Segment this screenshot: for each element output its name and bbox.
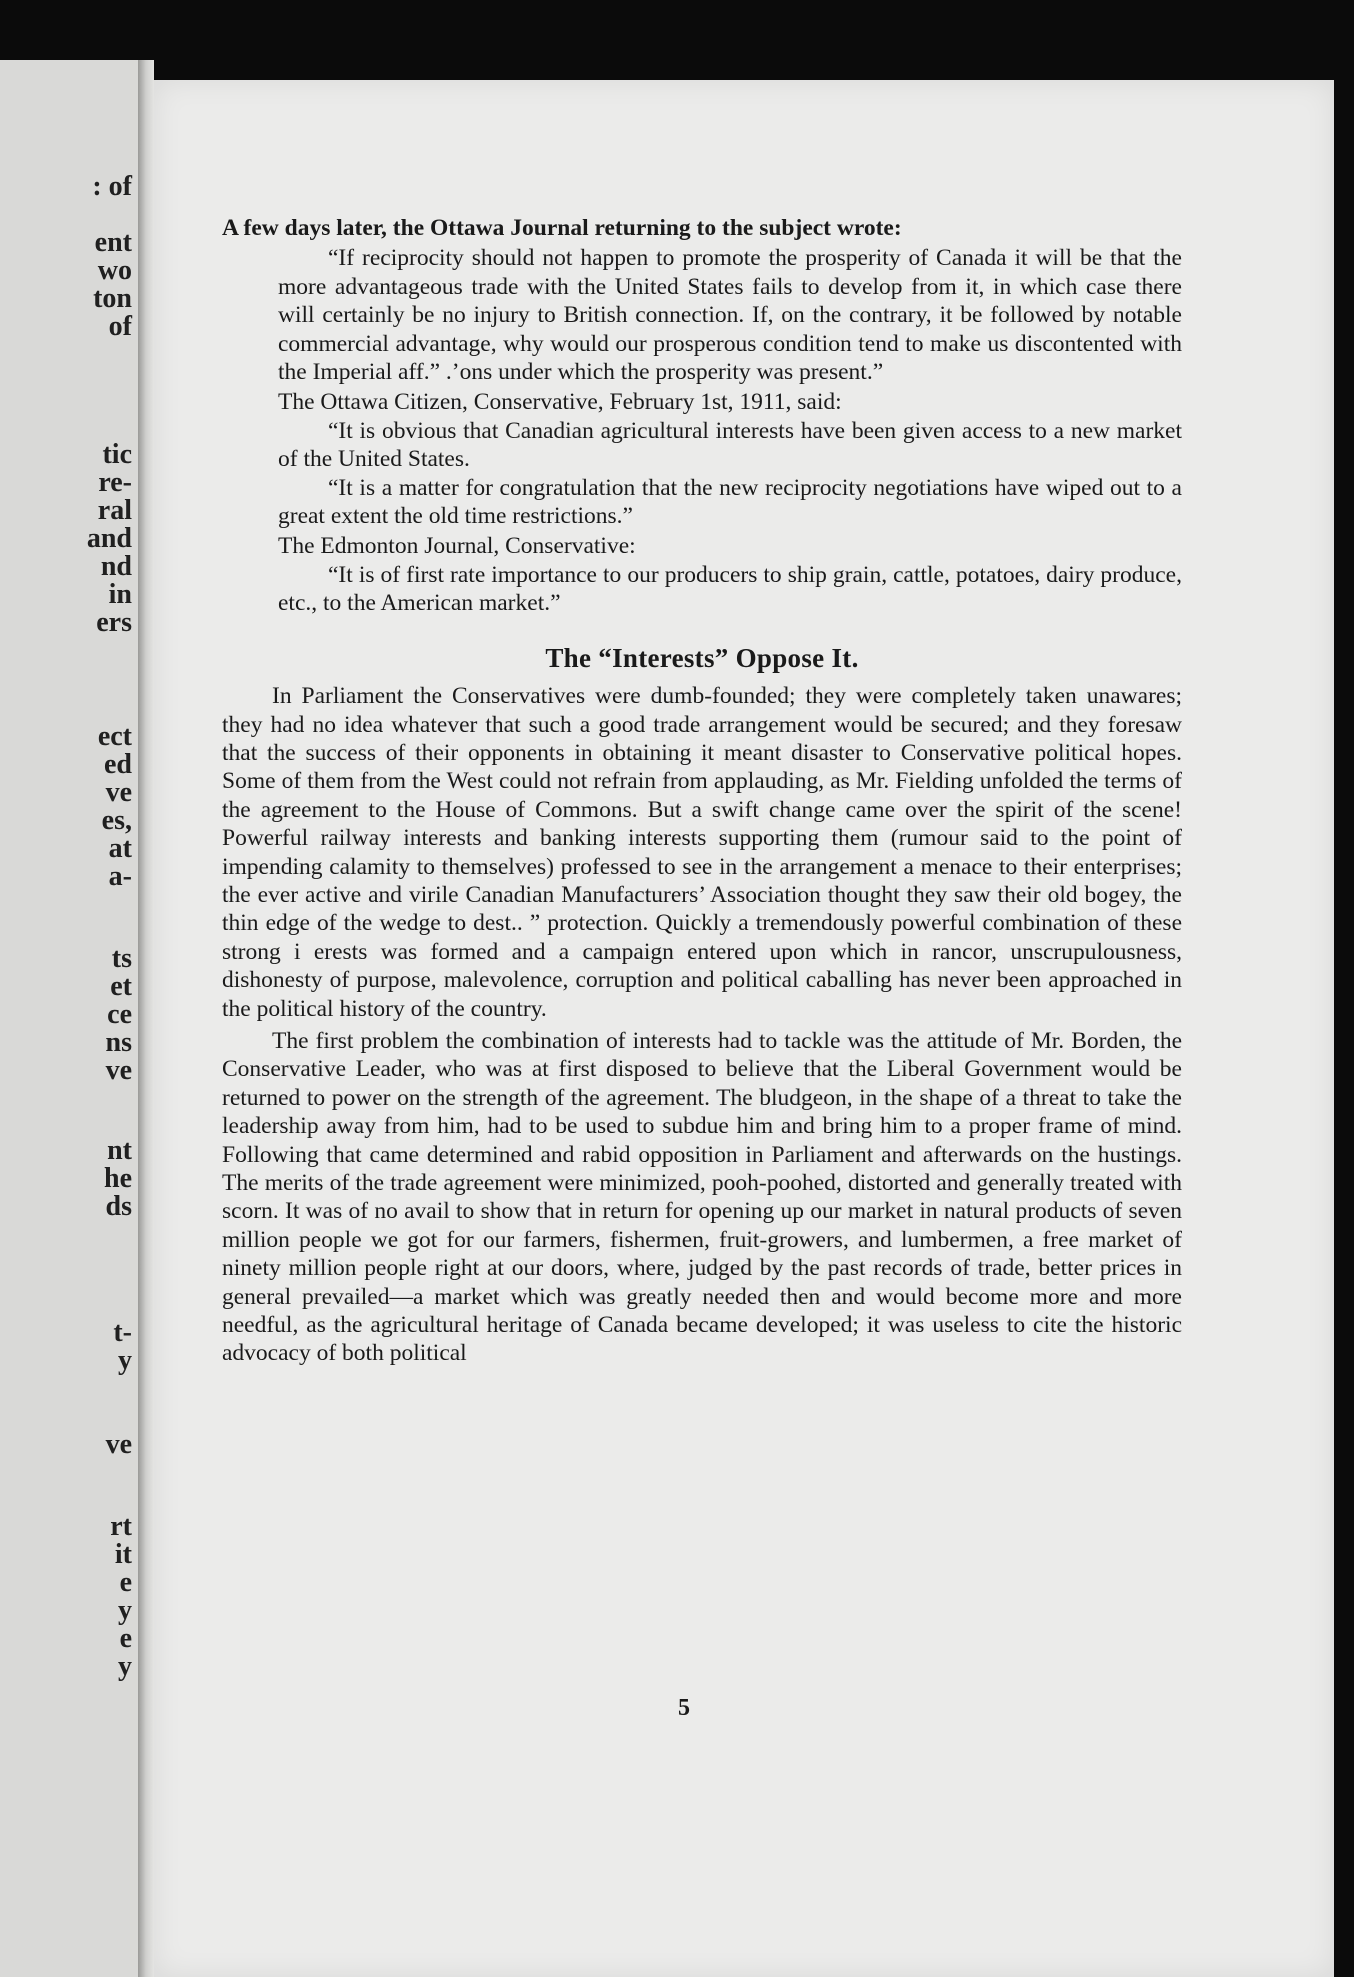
left-page-fragment: ts — [111, 943, 132, 974]
left-page-fragment: y — [118, 1651, 132, 1682]
quote-ottawa-citizen-2: “It is a matter for congratulation that the new reciprocity negotiations have wiped out to a great extent the old time restrictions.” — [278, 474, 1182, 530]
left-page-fragment: he — [104, 1163, 132, 1194]
left-page-fragment: ed — [104, 749, 132, 780]
paragraph-parliament: In Parliament the Conservatives were dumb-founded; they were completely taken unawares; they had no idea whatever that such a good trade arrangement would be secured; and they foresaw that the success of their opponents in obtaining it meant disaster to Conservative political hopes. Some of them from the West could not refrain from applauding, as Mr. Fielding unfolded the terms of the agreement to the House of Commons. But a swift change came over the spirit of the scene! Powerful railway interests and banking interests supporting them (rumour said to the point of impending calamity to themselves) professed to see in the arrangement a menace to their enterprises; the ever active and virile Canadian Manufacturers’ Association thought they saw their old bogey, the thin edge of the wedge to dest.. ” protection. Quickly a tremendously powerful combination of these strong i erests was formed and a campaign entered upon which in rancor, unscrupulousness, dishonesty of purpose, malevolence, corruption and political caballing has never been approached in the political history of the country. — [222, 683, 1182, 1022]
paragraph-first-problem: The first problem the combination of interests had to tackle was the attitude of Mr. Borden, the Conservative Leader, who was at first disposed to believe that the Liberal Government would be returned to power on the strength of the agreement. The bludgeon, in the shape of a threat to take the leadership away from him, had to be used to subdue him and bring him to a proper frame of mind. Following that came determined and rabid opposition in Parliament and afterwards on the hustings. The merits of the trade agreement were minimized, pooh-poohed, distorted and generally treated with scorn. It was of no avail to show that in return for opening up our market in natural products of seven million people we got for our farmers, fishermen, fruit-growers, and lumbermen, a free market of ninety million people right at our doors, where, judged by the past records of trade, better prices in general prevailed—a market which was greatly needed then and would become more and more needful, as the agricultural heritage of Canada became developed; it was useless to cite the historic advocacy of both political — [222, 1027, 1182, 1367]
page-number: 5 — [678, 1695, 690, 1721]
left-page-fragment: y — [118, 1595, 132, 1626]
left-page-fragment: ers — [96, 607, 132, 638]
source-ottawa-citizen: The Ottawa Citizen, Conservative, February 1st, 1911, said: — [278, 389, 842, 416]
left-page-fragment: ds — [105, 1191, 132, 1222]
left-page-fragment: at — [108, 833, 132, 864]
left-page-fragment: rt — [110, 1511, 132, 1542]
left-page-fragment: it — [114, 1539, 132, 1570]
left-page-fragment: nd — [100, 551, 132, 582]
quote-ottawa-journal: “If reciprocity should not happen to promote the prosperity of Canada it will be that the more advantageous trade with the United States fails to develop from it, in which case there will certainly be no injury to British connection. If, on the contrary, it be followed by notable commercial advantage, why would our prosperous condition tend to make us discontented with the Imperial aff.” .’ons under which the prosperity was present.” — [278, 245, 1182, 386]
book-gutter — [138, 60, 154, 1977]
section-heading: The “Interests” Oppose It. — [545, 642, 859, 673]
left-page-fragment: e — [119, 1567, 132, 1598]
left-page-fragment: of — [108, 311, 132, 342]
quote-ottawa-citizen-1: “It is obvious that Canadian agricultural interests have been given access to a new market of the United States. — [278, 417, 1182, 473]
left-page-fragment: ns — [105, 1027, 132, 1058]
quote-edmonton-journal: “It is of first rate importance to our producers to ship grain, cattle, potatoes, dairy produce, etc., to the American market.” — [278, 561, 1182, 617]
left-page-fragment: ve — [105, 1429, 132, 1460]
left-page-fragment: tic — [102, 439, 132, 470]
left-page-fragment: y — [118, 1345, 132, 1376]
right-page — [154, 80, 1334, 1977]
left-page-fragment: ve — [105, 777, 132, 808]
left-page-fragment: ce — [107, 999, 132, 1030]
left-page-fragment: wo — [97, 255, 132, 286]
left-page-fragment: a- — [108, 861, 132, 892]
left-page-fragment: and — [86, 523, 132, 554]
left-page-fragment: in — [108, 579, 132, 610]
left-page-fragment: e — [119, 1623, 132, 1654]
left-page-edge — [0, 60, 138, 1977]
left-page-fragment: t- — [113, 1317, 132, 1348]
left-page-fragment: : of — [92, 171, 132, 202]
left-page-fragment: ton — [93, 283, 132, 314]
source-edmonton-journal: The Edmonton Journal, Conservative: — [278, 533, 636, 560]
left-page-fragment: ral — [97, 495, 132, 526]
left-page-fragment: et — [110, 971, 132, 1002]
left-page-fragment: ve — [105, 1055, 132, 1086]
left-page-fragment: nt — [107, 1135, 132, 1166]
left-page-fragment: ent — [94, 227, 132, 258]
left-page-fragment: es, — [101, 805, 132, 836]
page-body — [222, 214, 1182, 1368]
lead-line: A few days later, the Ottawa Journal returning to the subject wrote: — [222, 215, 902, 241]
left-page-fragment: re- — [98, 467, 132, 498]
left-page-fragment: ect — [97, 721, 132, 752]
